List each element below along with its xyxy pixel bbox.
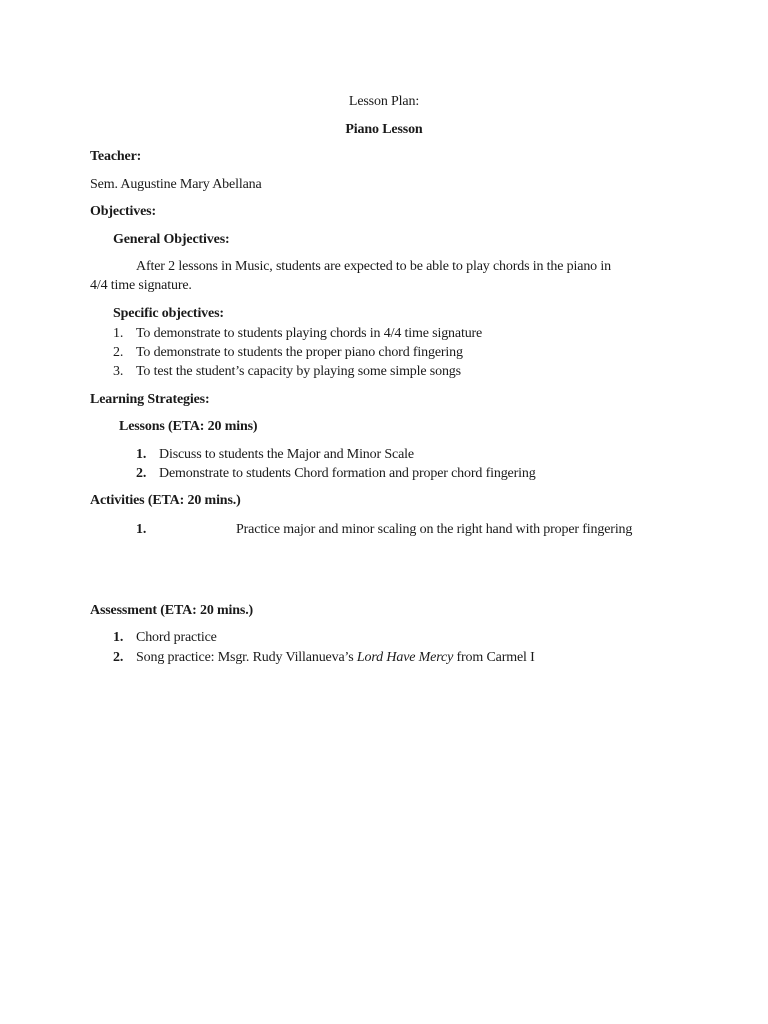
specific-objectives-label: Specific objectives: bbox=[113, 306, 224, 321]
song-title: Lord Have Mercy bbox=[356, 650, 454, 665]
list-item: Chord practice bbox=[136, 630, 217, 645]
list-item: Discuss to students the Major and Minor Scale bbox=[159, 447, 414, 462]
assessment-label: Assessment (ETA: 20 mins.) bbox=[90, 603, 254, 618]
teacher-label: Teacher: bbox=[90, 149, 142, 164]
song-source-text: from Carmel I bbox=[453, 650, 535, 665]
document-heading: Lesson Plan: bbox=[348, 94, 420, 109]
lessons-label: Lessons (ETA: 20 mins) bbox=[119, 419, 258, 434]
list-item-number: 2. bbox=[113, 345, 124, 360]
objectives-label: Objectives: bbox=[90, 204, 156, 219]
list-item-number: 1. bbox=[136, 522, 147, 537]
general-objectives-text-line1: After 2 lessons in Music, students are expected to be able to play chords in the piano in bbox=[136, 259, 611, 274]
list-item-number: 1. bbox=[113, 326, 124, 341]
list-item-number: 2. bbox=[113, 650, 124, 665]
list-item bbox=[136, 649, 535, 667]
list-item: To test the student’s capacity by playing some simple songs bbox=[136, 364, 461, 379]
list-item: Demonstrate to students Chord formation and proper chord fingering bbox=[159, 466, 536, 481]
song-practice-text: Song practice: Msgr. Rudy Villanueva’s bbox=[136, 650, 357, 665]
learning-strategies-label: Learning Strategies: bbox=[90, 392, 210, 407]
general-objectives-text-line2: 4/4 time signature. bbox=[90, 278, 192, 293]
teacher-name: Sem. Augustine Mary Abellana bbox=[90, 177, 262, 192]
general-objectives-label: General Objectives: bbox=[113, 232, 230, 247]
list-item-number: 1. bbox=[136, 447, 147, 462]
activities-label: Activities (ETA: 20 mins.) bbox=[90, 493, 241, 508]
list-item-number: 2. bbox=[136, 466, 147, 481]
list-item: To demonstrate to students the proper piano chord fingering bbox=[136, 345, 463, 360]
document-title: Piano Lesson bbox=[345, 122, 423, 137]
list-item-number: 3. bbox=[113, 364, 124, 379]
list-item-number: 1. bbox=[113, 630, 124, 645]
list-item: Practice major and minor scaling on the right hand with proper fingering bbox=[236, 522, 633, 537]
list-item: To demonstrate to students playing chords in 4/4 time signature bbox=[136, 326, 483, 341]
